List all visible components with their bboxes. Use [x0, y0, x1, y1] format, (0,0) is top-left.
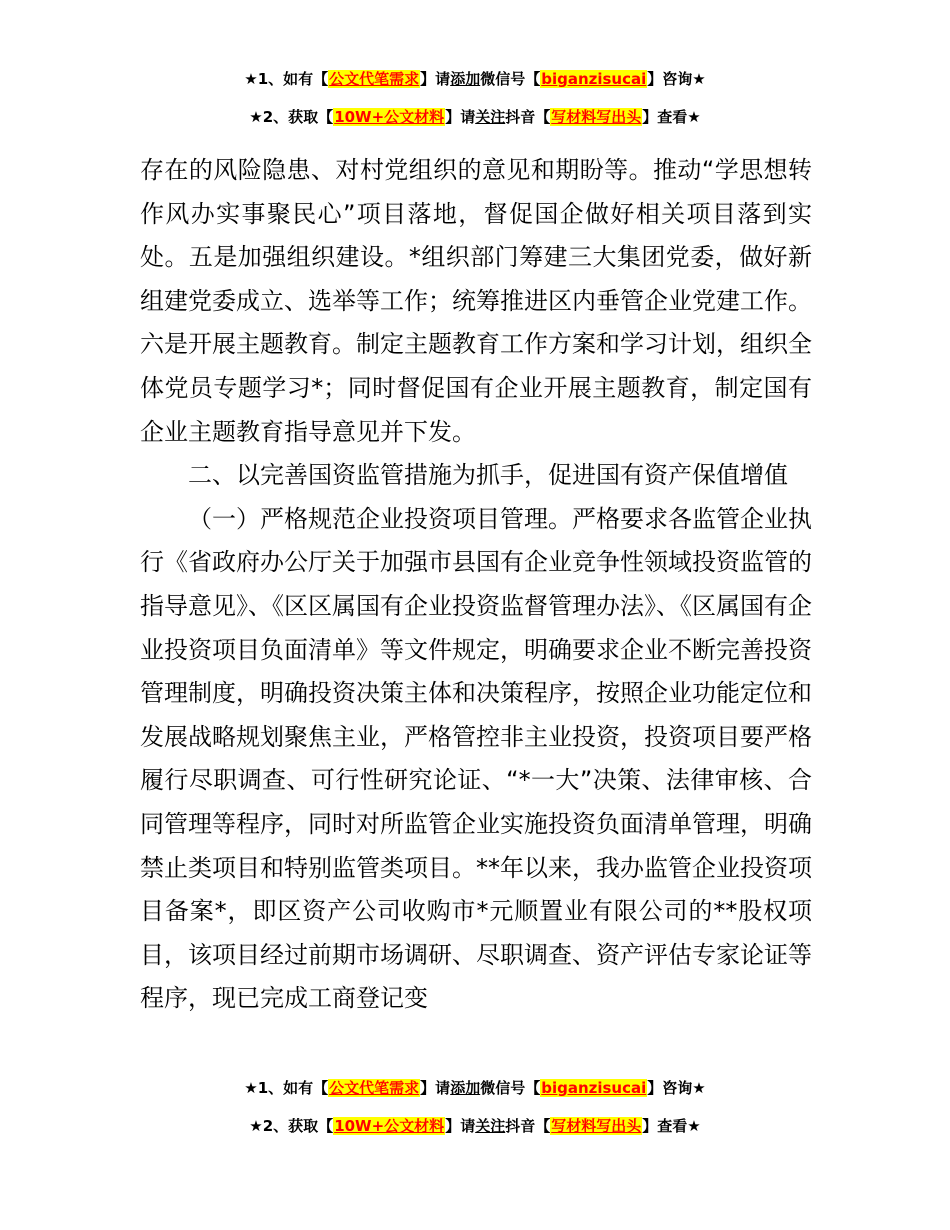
footer-line1-prefix: ★1、如有【 [244, 1079, 329, 1097]
document-body [140, 149, 812, 1021]
paragraph-investment-management: （一）严格规范企业投资项目管理。严格要求各监管企业执行《省政府办公厅关于加强市县国有企业竞争性领域投资监管的指导意见》、《区区属国有企业投资监督管理办法》、《区属国有企业投资项目负面清单》等文件规定，明确要求企业不断完善投资管理制度，明确投资决策主体和决策程序，按照企业功能定位和发展战略规划聚焦主业，严格管控非主业投资，投资项目要严格履行尽职调查、可行性研究论证、“*一大”决策、法律审核、合同管理等程序，同时对所监管企业实施投资负面清单管理，明确禁止类项目和特别监管类项目。**年以来，我办监管企业投资项目备案*，即区资产公司收购市*元顺置业有限公司的**股权项目，该项目经过前期市场调研、尽职调查、资产评估专家论证等程序，现已完成工商登记变 [140, 504, 812, 1013]
header-line1-underline-add: 添加 [450, 70, 481, 88]
header-line1-prefix: ★1、如有【 [244, 70, 329, 88]
footer-line1-suffix: 】咨询★ [647, 1079, 706, 1097]
header-line2-highlight-douyin: 写材料写出头 [551, 108, 642, 126]
footer-line2-mid1: 】请 [445, 1117, 476, 1135]
footer-line1-highlight-wechat: biganzisucai [541, 1079, 647, 1097]
footer-promo-line-2 [0, 1115, 950, 1137]
footer-line1-underline-add: 添加 [450, 1079, 481, 1097]
header-line2-underline-follow: 关注 [475, 108, 506, 126]
header-line1-mid2: 微信号【 [480, 70, 541, 88]
footer-line2-prefix: ★2、获取【 [249, 1117, 334, 1135]
footer-promo-line-1 [0, 1077, 950, 1099]
header-line1-highlight-wechat: biganzisucai [541, 70, 647, 88]
header-line2-prefix: ★2、获取【 [249, 108, 334, 126]
footer-line2-mid2: 抖音【 [505, 1117, 551, 1135]
header-line2-suffix: 】查看★ [642, 108, 701, 126]
footer-line1-mid2: 微信号【 [480, 1079, 541, 1097]
header-promo-line-2 [0, 106, 950, 128]
footer-line2-underline-follow: 关注 [475, 1117, 506, 1135]
header-line2-mid2: 抖音【 [505, 108, 551, 126]
footer-line2-highlight-douyin: 写材料写出头 [551, 1117, 642, 1135]
header-line2-highlight-materials: 10W+公文材料 [334, 108, 445, 126]
header-line1-suffix: 】咨询★ [647, 70, 706, 88]
paragraph-continuation: 存在的风险隐患、对村党组织的意见和期盼等。推动“学思想转作风办实事聚民心”项目落地，督促国企做好相关项目落到实处。五是加强组织建设。*组织部门筹建三大集团党委，做好新组建党委成立、选举等工作；统筹推进区内垂管企业党建工作。六是开展主题教育。制定主题教育工作方案和学习计划，组织全体党员专题学习*；同时督促国有企业开展主题教育，制定国有企业主题教育指导意见并下发。 [140, 156, 812, 446]
footer-line1-mid1: 】请 [420, 1079, 451, 1097]
footer-line2-suffix: 】查看★ [642, 1117, 701, 1135]
footer-line1-highlight-service: 公文代笔需求 [329, 1079, 420, 1097]
header-promo-line-1 [0, 68, 950, 90]
section-heading-2: 二、以完善国资监管措施为抓手，促进国有资产保值增值 [188, 461, 788, 490]
header-line1-mid1: 】请 [420, 70, 451, 88]
footer-line2-highlight-materials: 10W+公文材料 [334, 1117, 445, 1135]
header-line2-mid1: 】请 [445, 108, 476, 126]
header-line1-highlight-service: 公文代笔需求 [329, 70, 420, 88]
